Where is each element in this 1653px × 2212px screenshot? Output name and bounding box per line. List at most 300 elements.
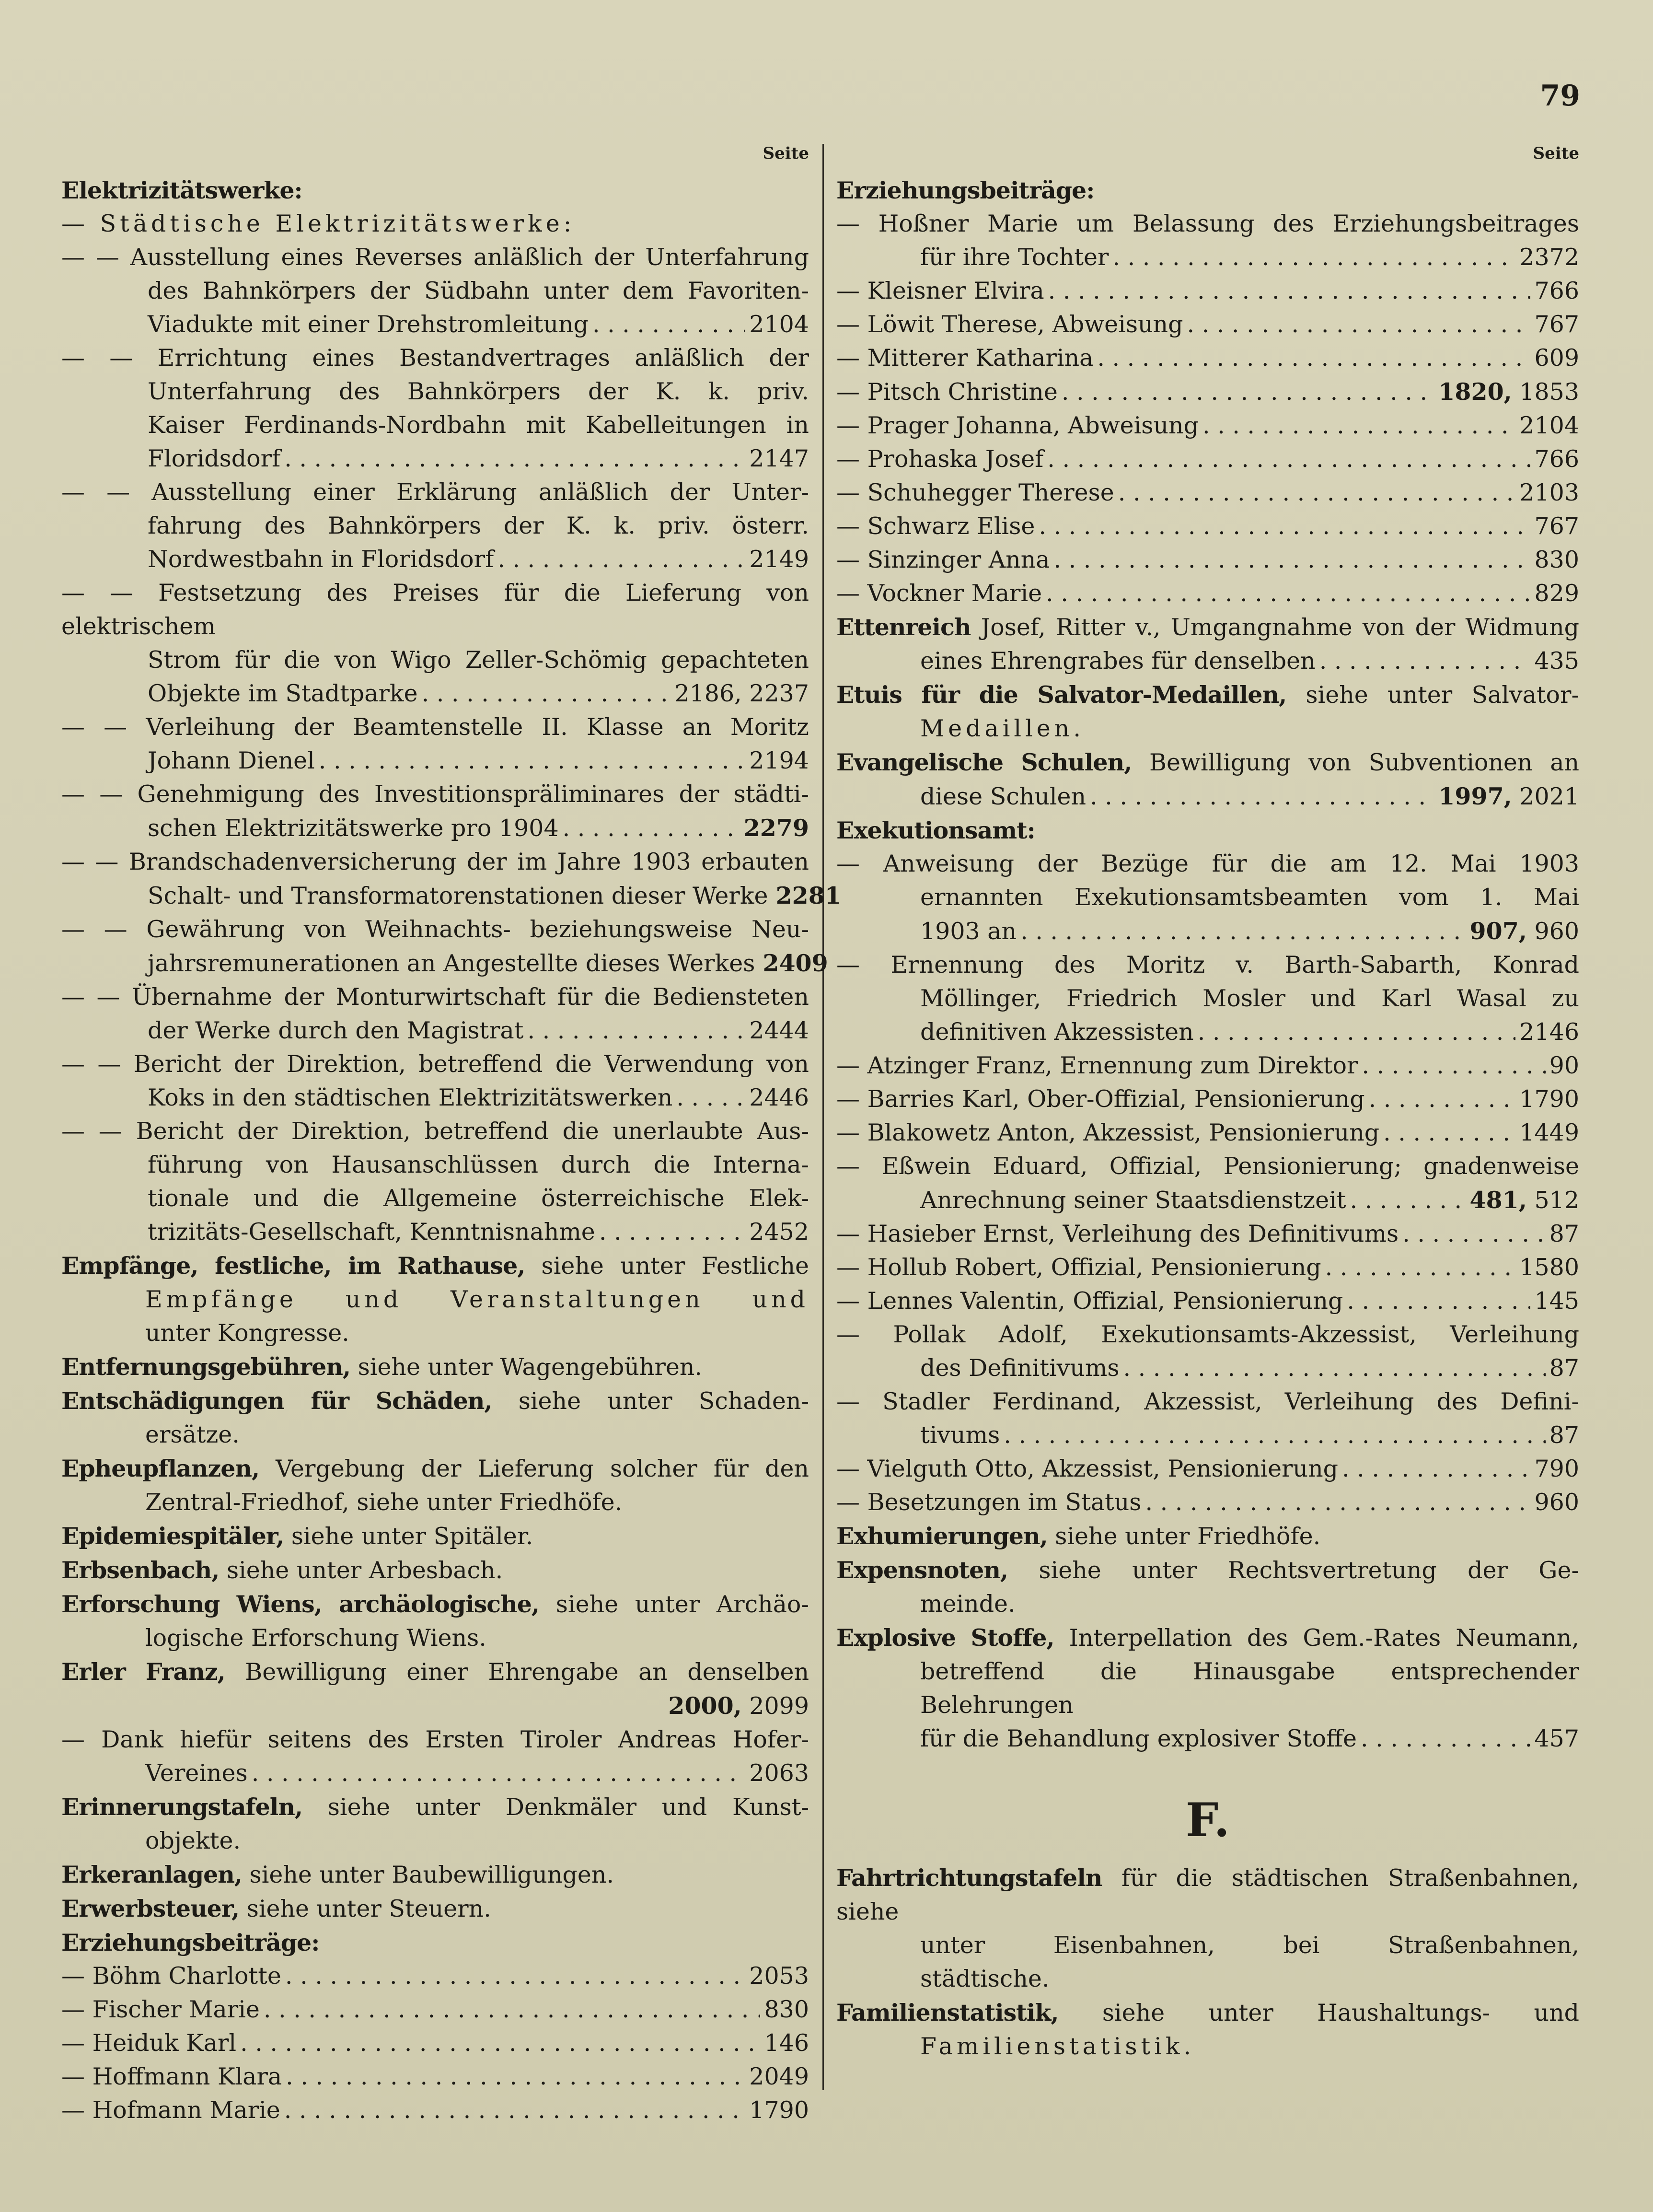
section-letter-f: F. — [1186, 1793, 1230, 1847]
dot-leader — [285, 1959, 745, 1993]
entry-text: — Böhm Charlotte — [61, 1962, 281, 1990]
entry-text: Bewilligung einer Ehrengabe an denselben — [245, 1658, 809, 1686]
index-entry — [61, 1993, 809, 2026]
entry-text: — Sinzinger Anna — [836, 546, 1050, 573]
page-ref: 2021 — [1519, 783, 1579, 810]
entry-line: — — Genehmigung des Investitionspräliminares der städti- — [61, 780, 809, 808]
entry-text: — Schuhegger Therese — [836, 479, 1114, 506]
entry-line — [61, 1892, 809, 1926]
dot-leader — [676, 1081, 745, 1115]
entry-line — [836, 1553, 1579, 1587]
index-entry — [836, 1251, 1579, 1284]
entry-text: Bewilligung von Subventionen an — [1149, 749, 1580, 776]
seite-label-left: Seite — [763, 144, 809, 163]
entry-text: 1903 an — [920, 918, 1017, 945]
index-entry — [836, 1621, 1579, 1756]
entry-text: Viadukte mit einer Drehstromleitung — [148, 311, 589, 338]
entry-text: — Barries Karl, Ober-Offizial, Pensionierung — [836, 1085, 1365, 1113]
index-entry — [836, 1150, 1579, 1217]
page-ref-bold: 907, — [1469, 917, 1527, 945]
entry-text: für ihre Tochter — [920, 244, 1109, 271]
entry-text: siehe unter Friedhöfe. — [1055, 1523, 1321, 1550]
entry-line — [836, 1621, 1579, 1655]
dot-leader — [1048, 274, 1531, 308]
index-entry — [836, 1318, 1579, 1385]
page-ref: 2146 — [1519, 1018, 1579, 1046]
entry-line — [61, 1384, 809, 1418]
dot-leader — [1402, 1217, 1545, 1251]
entry-heading: Entfernungsgebühren, — [61, 1353, 351, 1381]
page-ref-bold: 2000, — [668, 1692, 742, 1720]
entry-text: — Blakowetz Anton, Akzessist, Pensionierung — [836, 1119, 1380, 1146]
entry-line: — — Übernahme der Monturwirtschaft für die Bediensteten — [61, 983, 809, 1011]
entry-text: der Werke durch den Magistrat — [148, 1017, 524, 1044]
entry-line: unter Eisenbahnen, bei Straßenbahnen, — [920, 1932, 1579, 1959]
page-ref: 1820, 1853 — [1438, 378, 1579, 406]
seite-label-right: Seite — [1533, 144, 1579, 163]
page-ref: 87 — [1549, 1220, 1579, 1247]
dot-leader — [1004, 1419, 1545, 1452]
dot-leader — [1383, 1116, 1515, 1150]
entry-line — [61, 811, 809, 845]
entry-text: siehe unter Salvator- — [1306, 681, 1579, 709]
entry-text: für die Behandlung explosiver Stoffe — [920, 1725, 1357, 1752]
entry-line: ersätze. — [145, 1421, 240, 1448]
entry-line — [61, 1519, 809, 1553]
entry-text: siehe unter Spitäler. — [291, 1523, 533, 1550]
index-entry — [61, 1892, 809, 1926]
page-ref: 87 — [1549, 1421, 1579, 1449]
entry-line — [61, 1452, 809, 1486]
entry-line — [836, 745, 1579, 780]
dot-leader — [240, 2026, 760, 2060]
entry-line — [836, 1015, 1579, 1049]
entry-text: Johann Dienel — [148, 747, 315, 774]
entry-line — [836, 678, 1579, 712]
entry-line — [61, 946, 828, 980]
page-ref: 435 — [1534, 647, 1579, 675]
entry-line: meinde. — [920, 1590, 1016, 1618]
page-ref: 512 — [1534, 1187, 1579, 1214]
dot-leader — [1123, 1351, 1546, 1385]
index-entry — [61, 1723, 809, 1790]
dot-leader — [1342, 1452, 1530, 1486]
entry-text: — Prager Johanna, Abweisung — [836, 412, 1199, 439]
entry-line: logische Erforschung Wiens. — [145, 1624, 486, 1652]
erziehungsbeitraege-list-right — [836, 274, 1579, 610]
entry-line — [61, 308, 809, 341]
entry-heading: Fahrtrichtungstafeln — [836, 1864, 1102, 1892]
index-entry — [61, 1452, 809, 1519]
dot-leader — [1350, 1184, 1466, 1217]
dot-leader — [284, 442, 745, 476]
page-ref: 609 — [1534, 344, 1579, 372]
index-entry — [836, 1519, 1579, 1553]
entry-text: siehe unter Wagengebühren. — [358, 1353, 703, 1381]
index-entry — [61, 1790, 809, 1858]
page-ref: 145 — [1534, 1287, 1579, 1315]
page-ref-bold: 2279 — [743, 814, 809, 842]
page-ref: 766 — [1534, 277, 1579, 304]
entry-text: — Pitsch Christine — [836, 378, 1058, 406]
index-entry — [61, 1350, 809, 1384]
index-entry — [836, 375, 1579, 409]
entry-line — [61, 1790, 809, 1824]
entry-line — [836, 610, 1579, 644]
entry-line — [61, 1249, 809, 1283]
entry-heading: Erler Franz, — [61, 1658, 225, 1686]
entry-text: — Fischer Marie — [61, 1996, 260, 2023]
entry-text: diese Schulen — [920, 783, 1087, 810]
entry-text: Schalt- und Transformatorenstationen dieser Werke — [148, 882, 768, 909]
entry-text: — Besetzungen im Status — [836, 1489, 1142, 1516]
entry-line — [836, 644, 1579, 678]
page-ref: 2452 — [749, 1218, 809, 1246]
dot-leader — [1112, 241, 1515, 274]
dot-leader — [286, 2060, 745, 2094]
index-entry — [61, 845, 841, 913]
entry-text: Vergebung der Lieferung solcher für den — [276, 1455, 809, 1482]
entry-heading: Empfänge, festliche, im Rathause, — [61, 1252, 525, 1280]
entry-heading: Exhumierungen, — [836, 1522, 1048, 1550]
entry-text: siehe unter Arbesbach. — [226, 1557, 503, 1584]
entry-line: — — Bericht der Direktion, betreffend die Verwendung von — [61, 1050, 809, 1078]
entry-line — [61, 677, 809, 710]
index-entry — [61, 241, 809, 341]
entry-text: siehe unter Rechtsvertretung der Ge- — [1039, 1557, 1579, 1584]
page-ref: 1580 — [1519, 1254, 1579, 1281]
entry-line: — Pollak Adolf, Exekutionsamts-Akzessist, Verleihung — [836, 1321, 1579, 1348]
entry-line: — Dank hiefür seitens des Ersten Tiroler Andreas Hofer- — [61, 1726, 809, 1753]
entry-line: unter Kongresse. — [145, 1319, 349, 1347]
entry-text: Objekte im Stadtparke — [148, 680, 418, 707]
entry-line — [836, 1351, 1579, 1385]
index-entry — [61, 2026, 809, 2060]
page-ref: 1790 — [749, 2096, 809, 2124]
page-ref-bold: 2409 — [763, 949, 828, 977]
index-entry — [836, 1861, 1579, 1996]
index-entry — [836, 1996, 1579, 2063]
page-ref: 2194 — [749, 747, 809, 774]
page-ref: 146 — [764, 2029, 809, 2057]
entry-line: Strom für die von Wigo Zeller-Schömig gepachteten — [148, 646, 809, 674]
entry-line: Möllinger, Friedrich Mosler und Karl Wasal zu — [920, 985, 1579, 1012]
index-entry — [61, 710, 809, 778]
entry-heading: Erinnerungstafeln, — [61, 1793, 303, 1821]
page-ref: 2104 — [749, 311, 809, 338]
dot-leader — [1347, 1284, 1530, 1318]
dot-leader — [1202, 409, 1515, 442]
index-entry — [836, 610, 1579, 678]
entry-line — [836, 1861, 1579, 1929]
entry-line: Medaillen. — [920, 715, 1085, 742]
index-entry — [61, 1384, 809, 1452]
entry-line: — — Gewährung von Weihnachts- beziehungsweise Neu- — [61, 916, 809, 943]
entry-line: — — Errichtung eines Bestandvertrages anläßlich der — [61, 344, 809, 372]
index-entry — [836, 1284, 1579, 1318]
entry-heading: Epidemiespitäler, — [61, 1522, 284, 1550]
entry-line — [61, 1215, 809, 1249]
index-entry — [836, 678, 1579, 745]
entry-line: — — Ausstellung einer Erklärung anläßlich der Unter- — [61, 478, 809, 506]
page-ref: 766 — [1534, 445, 1579, 473]
entry-heading: Erforschung Wiens, archäologische, — [61, 1590, 539, 1618]
entry-line — [61, 1757, 809, 1790]
page-ref: 2104 — [1519, 412, 1579, 439]
index-entry — [61, 1587, 809, 1655]
dot-leader — [1054, 543, 1531, 577]
page-ref: 2372 — [1519, 244, 1579, 271]
entry-line — [61, 1350, 809, 1384]
index-entry — [836, 577, 1579, 610]
index-entry — [836, 1385, 1579, 1452]
dot-leader — [1369, 1083, 1516, 1116]
entry-line — [61, 1655, 809, 1689]
dot-leader — [319, 744, 746, 778]
page-ref-bold: 481, — [1469, 1186, 1527, 1214]
dot-leader — [1046, 577, 1530, 610]
entry-text: — Atzinger Franz, Ernennung zum Direktor — [836, 1052, 1358, 1079]
index-entry — [61, 1959, 809, 1993]
entry-heading: Entschädigungen für Schäden, — [61, 1387, 492, 1415]
entry-line: tionale und die Allgemeine österreichische Elek- — [148, 1185, 809, 1212]
entry-text: Floridsdorf — [148, 445, 281, 472]
index-entry — [836, 341, 1579, 375]
entry-line — [836, 1183, 1579, 1217]
entry-line: Unterfahrung des Bahnkörpers der K. k. priv. — [148, 378, 809, 405]
entry-text: — Hoffmann Klara — [61, 2063, 282, 2090]
entry-heading: Expensnoten, — [836, 1556, 1008, 1584]
page-ref: 767 — [1534, 512, 1579, 540]
entry-line: — Ernennung des Moritz v. Barth-Sabarth, Konrad — [836, 951, 1579, 978]
index-entry — [61, 913, 828, 980]
dot-leader — [1198, 1015, 1516, 1049]
page-ref: 2444 — [749, 1017, 809, 1044]
dot-leader — [264, 1993, 761, 2026]
dot-leader — [1097, 341, 1530, 375]
index-entry — [836, 274, 1579, 308]
entry-line: Kaiser Ferdinands-Nordbahn mit Kabelleitungen in — [148, 411, 809, 439]
entry-text: schen Elektrizitätswerke pro 1904 — [148, 815, 559, 842]
page-ref: 2099 — [749, 1692, 809, 1720]
index-entry — [836, 1452, 1579, 1486]
dot-leader — [1361, 1722, 1530, 1756]
page-ref: 1790 — [1519, 1085, 1579, 1113]
entry-line: betreffend die Hinausgabe entsprechender Belehrungen — [920, 1658, 1579, 1719]
entry-text: Nordwestbahn in Floridsdorf — [148, 546, 494, 573]
page-ref: 87 — [1549, 1354, 1579, 1382]
entry-line — [61, 1689, 809, 1723]
entry-text: definitiven Akzessisten — [920, 1018, 1194, 1046]
entry-line — [836, 1996, 1579, 2030]
page-ref: 960 — [1534, 918, 1579, 945]
entry-text: — Mitterer Katharina — [836, 344, 1094, 372]
entry-line — [836, 1519, 1579, 1553]
dot-leader — [497, 543, 745, 576]
erziehungsbeitraege-list-left — [61, 1959, 809, 2127]
dot-leader — [1090, 780, 1434, 814]
dot-leader — [592, 308, 745, 341]
index-entry — [836, 1486, 1579, 1519]
column-divider — [822, 144, 824, 2090]
page-ref: 90 — [1549, 1052, 1579, 1079]
entry-line: des Bahnkörpers der Südbahn unter dem Favoriten- — [148, 277, 809, 304]
index-entry — [836, 948, 1579, 1049]
index-entry — [61, 341, 809, 476]
entry-text: — Prohaska Josef — [836, 445, 1044, 473]
page-number: 79 — [1540, 79, 1580, 113]
entry-text: — Vielguth Otto, Akzessist, Pensionierung — [836, 1455, 1339, 1482]
page-ref: 457 — [1534, 1725, 1579, 1752]
subheading-staedtische: — Städtische Elektrizitätswerke: — [61, 210, 576, 237]
index-entry — [836, 847, 1579, 948]
left-column — [61, 144, 841, 2127]
entry-text: Vereines — [145, 1759, 248, 1787]
entry-line: — — Festsetzung des Preises für die Lieferung von elektrischem — [61, 579, 809, 640]
index-entry — [61, 576, 809, 710]
index-entry — [61, 1048, 809, 1115]
entry-text: — Lennes Valentin, Offizial, Pensionierung — [836, 1287, 1343, 1315]
index-entry — [61, 2094, 809, 2127]
index-entry — [836, 1083, 1579, 1116]
dot-leader — [1325, 1251, 1516, 1284]
entry-text: tivums — [920, 1421, 1000, 1449]
page-ref: 960 — [1534, 1489, 1579, 1516]
index-entry — [61, 1519, 809, 1553]
index-entry — [836, 745, 1579, 814]
right-column — [836, 144, 1579, 2063]
entry-line — [61, 442, 809, 476]
dot-leader — [1362, 1049, 1545, 1083]
index-entry — [836, 409, 1579, 442]
entry-text: siehe unter Denkmäler und Kunst- — [327, 1793, 809, 1821]
index-entry — [836, 1116, 1579, 1150]
entry-heading: Erwerbsteuer, — [61, 1895, 240, 1922]
entry-heading: Evangelische Schulen, — [836, 748, 1132, 776]
entry-text: Josef, Ritter v., Umgangnahme von der Widmung — [981, 614, 1580, 641]
entry-line — [61, 1587, 809, 1621]
entry-line — [836, 914, 1579, 948]
index-entry — [61, 778, 809, 845]
entry-text: siehe unter Archäo- — [555, 1591, 809, 1618]
dot-leader — [1319, 644, 1531, 678]
entry-heading: Erbsenbach, — [61, 1556, 220, 1584]
dot-leader — [527, 1014, 745, 1048]
page-ref: 829 — [1534, 580, 1579, 607]
page-ref: 2053 — [749, 1962, 809, 1990]
page-ref: 2446 — [749, 1084, 809, 1111]
entry-text: — Hollub Robert, Offizial, Pensionierung — [836, 1254, 1321, 1281]
index-entry — [61, 1553, 809, 1587]
entry-line: führung von Hausanschlüssen durch die Interna- — [148, 1151, 809, 1178]
entry-text: — Hasieber Ernst, Verleihung des Definitivums — [836, 1220, 1399, 1247]
entry-line: ernannten Exekutionsamtsbeamten vom 1. Mai — [920, 884, 1579, 911]
index-entry — [836, 1217, 1579, 1251]
heading-exekutionsamt: Exekutionsamt: — [836, 816, 1035, 844]
entry-text: des Definitivums — [920, 1354, 1120, 1382]
dot-leader — [1187, 308, 1530, 341]
entry-line: objekte. — [145, 1827, 241, 1854]
index-entry — [61, 1115, 809, 1249]
page-ref: 2103 — [1519, 479, 1579, 506]
entry-line: — — Bericht der Direktion, betreffend die unerlaubte Aus- — [61, 1118, 809, 1145]
dot-leader — [563, 812, 740, 845]
page-ref: 2186, 2237 — [674, 680, 809, 707]
entry-text: Koks in den städtischen Elektrizitätswerken — [148, 1084, 673, 1111]
index-entry — [836, 308, 1579, 341]
entry-text: — Kleisner Elvira — [836, 277, 1044, 304]
dot-leader — [599, 1215, 745, 1249]
index-entry — [61, 2060, 809, 2094]
page-ref: 767 — [1534, 311, 1579, 338]
entry-line — [836, 780, 1579, 814]
page-ref-bold: 1820, — [1438, 378, 1512, 406]
entry-line — [61, 744, 809, 778]
index-entry — [61, 476, 809, 576]
entry-line: — — Verleihung der Beamtenstelle II. Klasse an Moritz — [61, 713, 809, 741]
entry-text: siehe unter Haushaltungs- und — [1102, 1999, 1580, 2026]
entry-line — [61, 1014, 809, 1048]
entry-line — [61, 879, 841, 913]
heading-elektrizitaetswerke: Elektrizitätswerke: — [61, 176, 302, 204]
page-ref: 2147 — [749, 445, 809, 472]
dot-leader — [1020, 915, 1466, 948]
heading-erziehungsbeitraege-right: Erziehungsbeiträge: — [836, 176, 1095, 204]
entry-line: Familienstatistik. — [920, 2033, 1195, 2060]
index-entry — [836, 442, 1579, 476]
index-entry — [61, 980, 809, 1048]
dot-leader — [1118, 476, 1516, 510]
dot-leader — [1062, 375, 1434, 409]
entry-text: für die städtischen Straßenbahnen, siehe — [836, 1864, 1580, 1925]
entry-line: Zentral-Friedhof, siehe unter Friedhöfe. — [145, 1489, 623, 1516]
entry-text: — Schwarz Elise — [836, 512, 1035, 540]
entry-heading: Ettenreich — [836, 613, 971, 641]
entry-line: städtische. — [920, 1965, 1050, 1992]
entry-line: — — Ausstellung eines Reverses anläßlich der Unterfahrung — [61, 244, 809, 271]
entry-text: siehe unter Schaden- — [518, 1387, 809, 1415]
page-ref: 830 — [764, 1996, 809, 2023]
entry-text: — Vockner Marie — [836, 580, 1042, 607]
entry-text: eines Ehrengrabes für denselben — [920, 647, 1316, 675]
entry-line: — Hoßner Marie um Belassung des Erziehungsbeitrages — [836, 210, 1579, 237]
entry-line: — — Brandschadenversicherung der im Jahre 1903 erbauten — [61, 848, 809, 875]
page-ref-bold: 1997, — [1438, 782, 1512, 810]
page-ref: 1449 — [1519, 1119, 1579, 1146]
entry-line — [61, 543, 809, 576]
page-ref-bold: 2281 — [775, 882, 841, 909]
entry-line — [836, 1722, 1579, 1756]
index-entry — [61, 1858, 809, 1892]
page-ref: 2063 — [749, 1759, 809, 1787]
entry-heading: Erkeranlagen, — [61, 1861, 242, 1888]
entry-line — [836, 1419, 1579, 1452]
entry-heading: Etuis für die Salvator-Medaillen, — [836, 681, 1287, 709]
entry-line — [836, 241, 1579, 274]
entry-line: — Stadler Ferdinand, Akzessist, Verleihung des Defini- — [836, 1388, 1579, 1415]
entry-line: fahrung des Bahnkörpers der K. k. priv. österr. — [148, 512, 809, 539]
page-ref: 2149 — [749, 546, 809, 573]
entry-heading: Familienstatistik, — [836, 1999, 1059, 2026]
dot-leader — [252, 1757, 746, 1790]
page-ref: 790 — [1534, 1455, 1579, 1482]
entry-line: — Eßwein Eduard, Offizial, Pensionierung; gnadenweise — [836, 1153, 1579, 1180]
index-entry — [836, 207, 1579, 274]
entry-line — [61, 1553, 809, 1587]
entry-line: Empfänge und Veranstaltungen und — [145, 1286, 809, 1313]
index-entry — [836, 1553, 1579, 1621]
entry-text: siehe unter Festliche — [541, 1252, 809, 1280]
